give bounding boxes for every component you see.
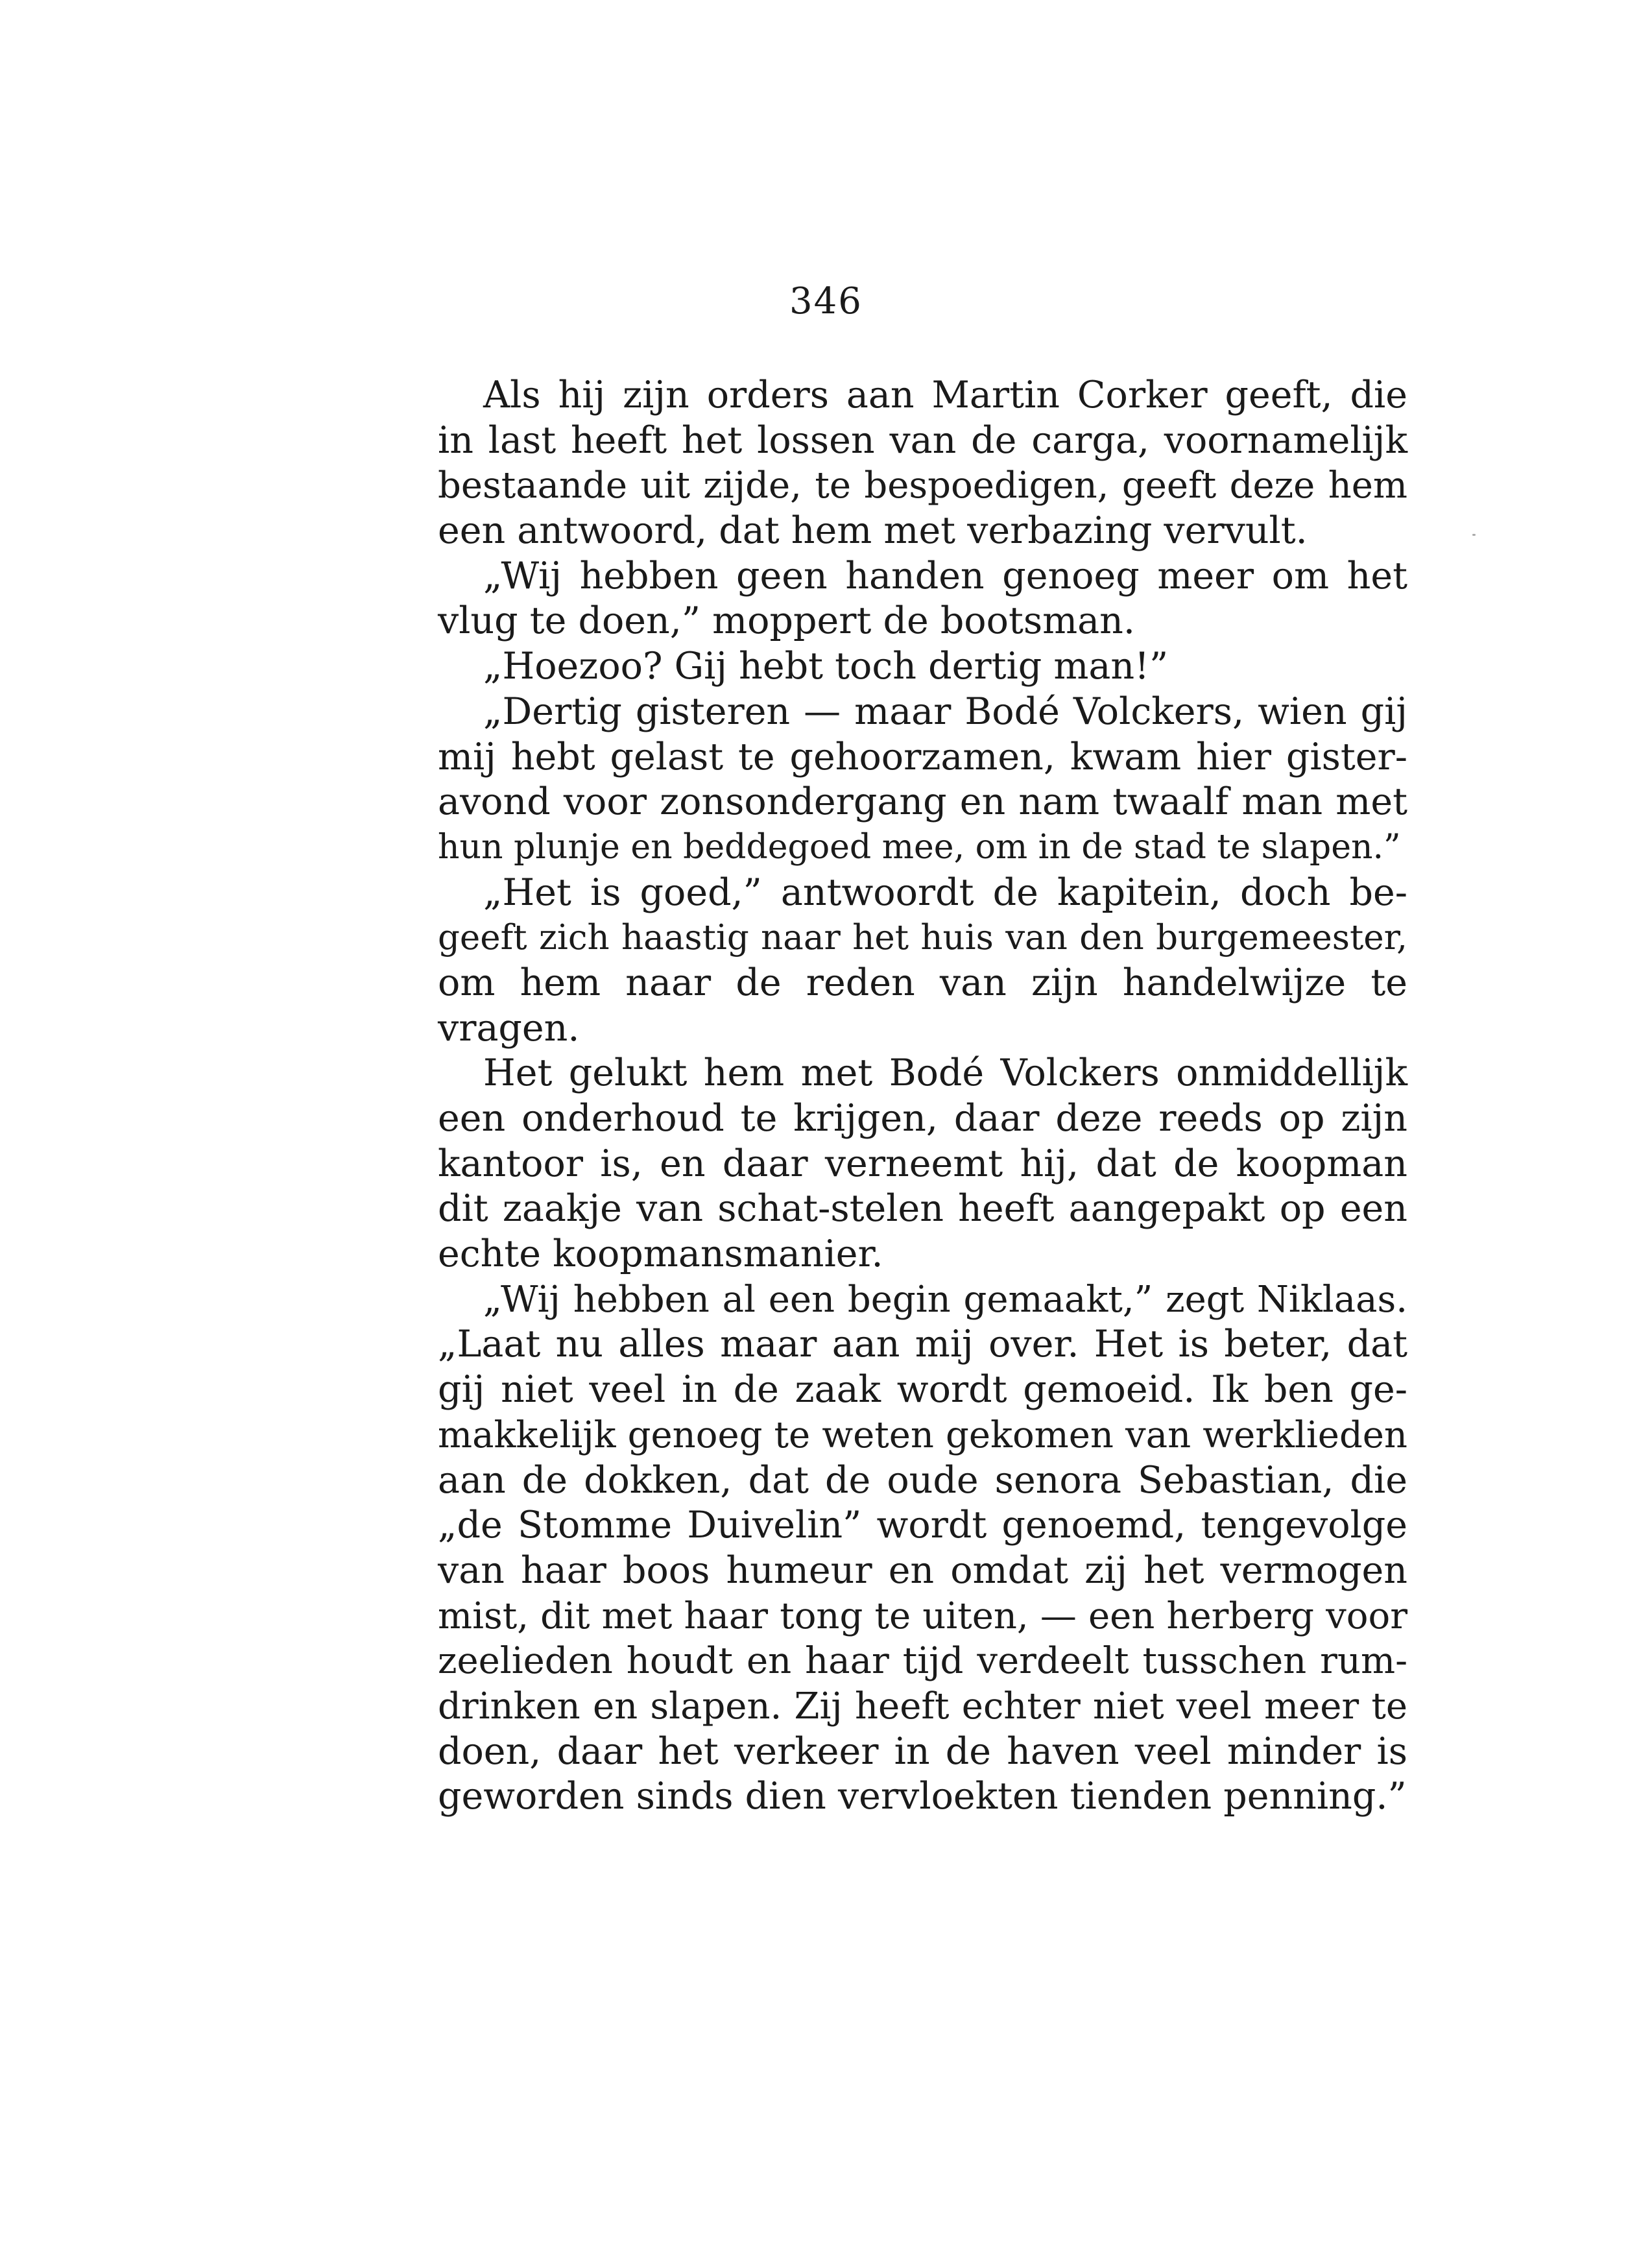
paper-speck xyxy=(1472,534,1476,536)
text-line: drinken en slapen. Zij heeft echter niet veel meer te xyxy=(438,1685,1407,1727)
text-line: vragen. xyxy=(438,1006,580,1050)
text-line: gij niet veel in de zaak wordt gemoeid. Ik ben ge- xyxy=(438,1368,1407,1412)
text-line: avond voor zonsondergang en nam twaalf man met xyxy=(438,780,1407,824)
text-line: geworden sinds dien vervloekten tienden penning.” xyxy=(438,1775,1407,1818)
text-line: „Wij hebben geen handen genoeg meer om het xyxy=(483,554,1407,597)
body-text xyxy=(438,373,1407,1820)
text-line: een antwoord, dat hem met verbazing vervult. xyxy=(438,509,1308,553)
text-line: kantoor is, en daar verneemt hij, dat de koopman xyxy=(438,1142,1407,1185)
text-line: in last heeft het lossen van de carga, voornamelijk xyxy=(438,418,1407,462)
text-line: aan de dokken, dat de oude senora Sebastian, die xyxy=(438,1458,1407,1502)
text-line: „Hoezoo? Gij hebt toch dertig man!” xyxy=(483,645,1169,688)
text-line: echte koopmansmanier. xyxy=(438,1233,883,1276)
text-line: „Dertig gisteren — maar Bodé Volckers, wien gij xyxy=(483,690,1407,733)
text-line: hun plunje en beddegoed mee, om in de stad te slapen.” xyxy=(438,827,1401,867)
text-line: zeelieden houdt en haar tijd verdeelt tusschen rum- xyxy=(438,1640,1407,1683)
text-line: „de Stomme Duivelin” wordt genoemd, tengevolge xyxy=(438,1504,1407,1547)
text-line: Als hij zijn orders aan Martin Corker geeft, die xyxy=(483,374,1407,416)
text-line: Het gelukt hem met Bodé Volckers onmiddellijk xyxy=(483,1052,1407,1095)
text-line: geeft zich haastig naar het huis van den burgemeester, xyxy=(438,918,1407,958)
text-line: dit zaakje van schat-stelen heeft aangepakt op een xyxy=(438,1187,1407,1231)
text-line: bestaande uit zijde, te bespoedigen, geeft deze hem xyxy=(438,464,1407,507)
text-line: „Laat nu alles maar aan mij over. Het is beter, dat xyxy=(438,1323,1407,1366)
text-line: om hem naar de reden van zijn handelwijze te xyxy=(438,961,1407,1004)
text-line: een onderhoud te krijgen, daar deze reeds op zijn xyxy=(438,1097,1407,1140)
text-line: makkelijk genoeg te weten gekomen van werklieden xyxy=(438,1414,1407,1456)
page-number: 346 xyxy=(789,280,863,322)
text-line: mist, dit met haar tong te uiten, — een herberg voor xyxy=(438,1595,1407,1637)
text-line: „Het is goed,” antwoordt de kapitein, doch be- xyxy=(483,871,1407,914)
text-line: mij hebt gelast te gehoorzamen, kwam hier gister- xyxy=(438,735,1407,778)
text-line: vlug te doen,” moppert de bootsman. xyxy=(438,599,1135,643)
text-line: doen, daar het verkeer in de haven veel minder is xyxy=(438,1729,1407,1773)
text-line: „Wij hebben al een begin gemaakt,” zegt Niklaas. xyxy=(483,1278,1407,1321)
text-line: van haar boos humeur en omdat zij het vermogen xyxy=(438,1548,1407,1592)
